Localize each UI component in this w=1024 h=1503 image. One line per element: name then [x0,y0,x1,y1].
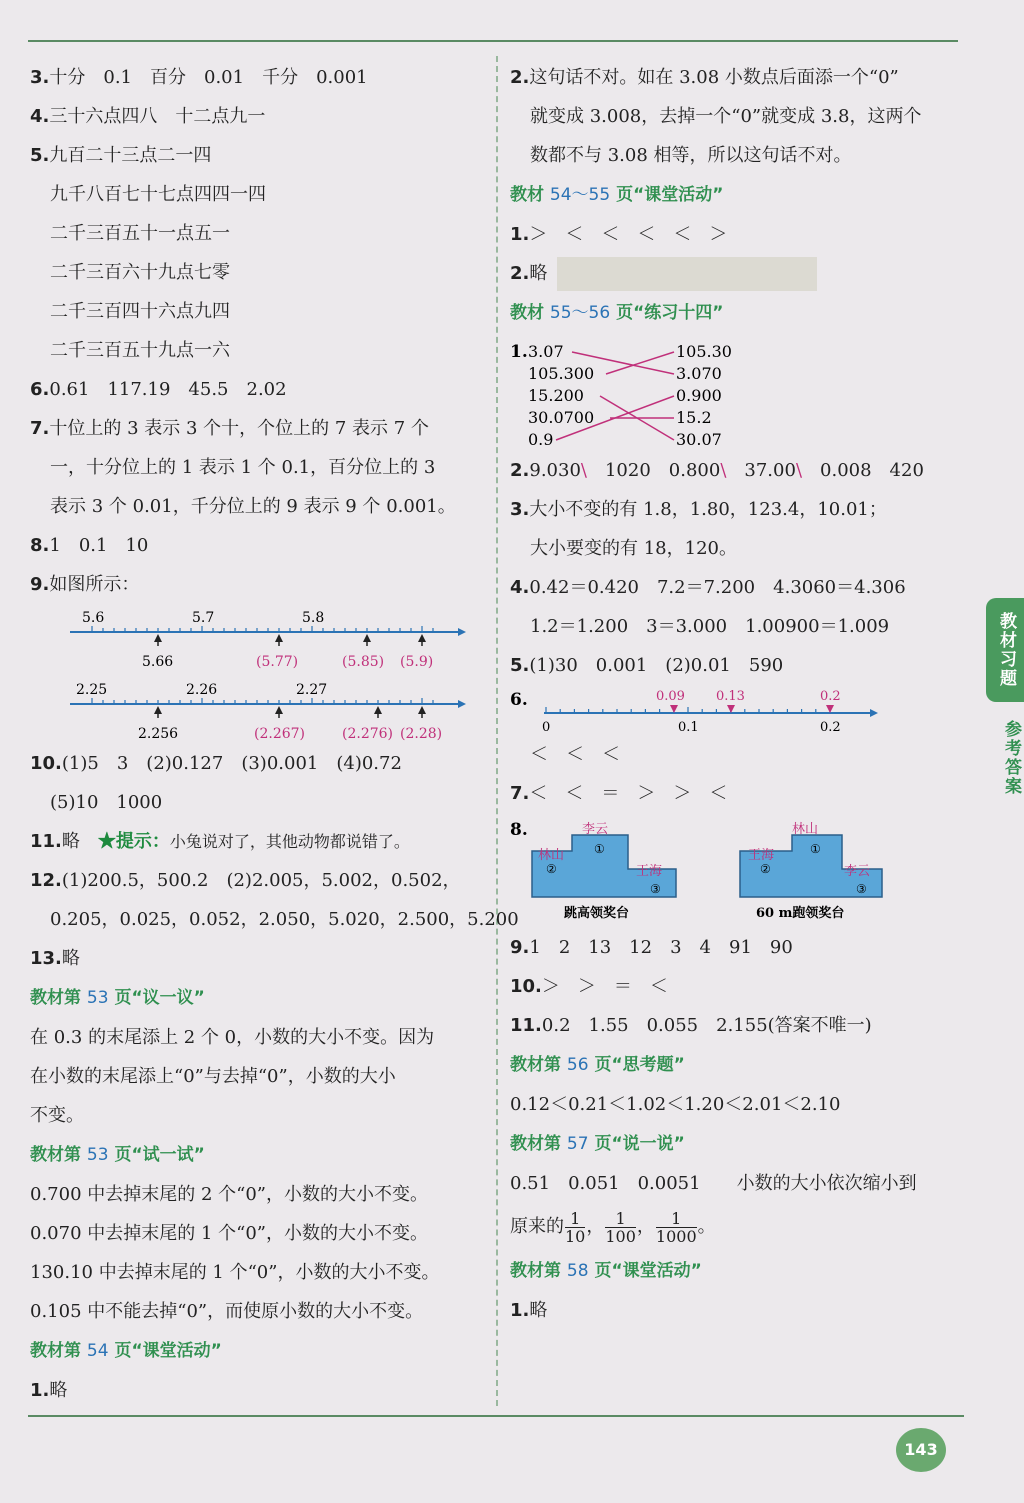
answer-54-1: 1.略 [30,1380,68,1401]
number-line-2 [70,682,466,742]
exercise-4-line: 1.2＝1.200 3＝3.000 1.00900＝1.009 [530,616,890,637]
podium-caption: 60 m跑领奖台 [756,906,845,921]
section-heading: 教材第 56 页“思考题” [510,1055,685,1075]
answer-6: 6.0.61 117.19 45.5 2.02 [30,379,287,400]
answer-11: 11.略 ★提示：小兔说对了，其他动物都说错了。 [30,831,410,852]
section-heading: 教材第 53 页“试一试” [30,1145,205,1165]
answer-5-line: 二千三百四十六点九四 [50,301,230,322]
tick-label: 2.26 [186,682,218,698]
podium-name: 李云 [582,822,609,837]
section-heading: 教材第 53 页“议一议” [30,988,205,1008]
bottom-rule [28,1415,964,1417]
mark-label: (2.28) [400,726,443,742]
right-value: 30.07 [676,430,722,449]
mark-label: 5.66 [142,654,174,670]
mark-label: 0.13 [716,689,745,704]
section-heading: 教材 54～55 页“课堂活动” [510,185,724,205]
matching-figure [510,333,810,451]
paragraph-line: 0.700 中去掉末尾的 2 个“0”，小数的大小不变。 [30,1184,429,1205]
redaction-box [557,257,817,291]
paragraph-line: 不变。 [30,1105,84,1126]
answer-10: 10.(1)5 3 (2)0.127 (3)0.001 (4)0.72 [30,753,402,774]
tick-label: 5.7 [192,610,215,626]
place-mark: ③ [650,882,661,896]
exercise-4: 4.0.42＝0.420 7.2＝7.200 4.3060＝4.306 [510,577,906,598]
podium-name: 李云 [844,864,871,879]
number-line-figure [30,604,470,744]
tip-text: 小兔说对了，其他动物都说错了。 [169,832,410,851]
paragraph-line: 0.105 中不能去掉“0”，而使原小数的大小不变。 [30,1301,424,1322]
mark-label: (2.276) [342,726,394,742]
say-answer-fractions: 原来的 $\frac{1}{10}$ ， $\frac{1}{100}$ ， $\frac{1}{1000}$ 。 [510,1208,716,1246]
place-mark: ① [810,842,821,856]
exercise-5: 5.(1)30 0.001 (2)0.01 590 [510,655,784,676]
answer-4: 4.三十六点四八 十二点九一 [30,106,266,127]
answer-7: 7.十位上的 3 表示 3 个十，个位上的 7 表示 7 个 [30,418,429,439]
top-rule [28,40,958,42]
answer-9: 9.如图所示： [30,574,140,595]
exercise-number: 8. [510,820,528,840]
place-mark: ③ [856,882,867,896]
right-value: 0.900 [676,386,722,405]
mark-label: 2.256 [138,726,179,742]
podium-figure [510,813,930,928]
podium-caption: 跳高领奖台 [564,906,630,921]
tick-label: 0.1 [678,720,699,735]
place-mark: ① [594,842,605,856]
exercise-6-compare: ＜ ＜ ＜ [530,744,620,765]
left-value: 0.9 [528,430,554,449]
left-value: 105.300 [528,364,595,383]
mark-label: (5.85) [342,654,385,670]
place-mark: ② [760,862,771,876]
section-heading: 教材第 54 页“课堂活动” [30,1341,222,1361]
side-tab-answers: 参考答案 [1001,720,1021,796]
section-heading: 教材 55～56 页“练习十四” [510,303,724,323]
podium-high-jump [532,821,676,921]
paragraph-line: 130.10 中去掉末尾的 1 个“0”，小数的大小不变。 [30,1262,440,1283]
column-divider [496,56,498,1406]
answer-8: 8.1 0.1 10 [30,535,149,556]
left-value: 30.0700 [528,408,595,427]
mark-label: 0.09 [656,689,685,704]
exercise-3-line: 大小要变的有 18，120。 [530,538,737,559]
tick-label: 5.6 [82,610,105,626]
left-column [30,58,519,1410]
answer-12: 12.(1)200.5，500.2 (2)2.005，5.002，0.502， [30,870,461,891]
paragraph-line: 0.070 中去掉末尾的 1 个“0”，小数的大小不变。 [30,1223,429,1244]
answer-2-line: 就变成 3.008，去掉一个“0”就变成 3.8，这两个 [530,106,922,127]
number-lines-9 [30,604,490,744]
answer-2-line: 数都不与 3.08 相等，所以这句话不对。 [530,145,852,166]
answer-5-line: 二千三百六十九点七零 [50,262,230,283]
exercise-10: 10.＞ ＞ ＝ ＜ [510,976,668,997]
podium-name: 林山 [792,822,819,837]
left-value: 3.07 [528,342,564,361]
answer-12-line: 0.205，0.025，0.052，2.050，5.020，2.500，5.200 [50,909,519,930]
right-value: 3.070 [676,364,722,383]
thinking-answer: 0.12＜0.21＜1.02＜1.20＜2.01＜2.10 [510,1094,841,1115]
exercise-11: 11.0.2 1.55 0.055 2.155(答案不唯一) [510,1015,872,1036]
answer-5-line: 九千八百七十七点四四一四 [50,184,266,205]
paragraph-line: 在小数的末尾添上“0”与去掉“0”，小数的大小 [30,1066,396,1087]
exercise-9: 9.1 2 13 12 3 4 91 90 [510,937,793,958]
mark-label: (5.77) [256,654,299,670]
podium-60m-run [740,821,882,921]
matching-exercise [510,333,980,451]
podium-name: 林山 [538,848,565,863]
section-heading: 教材第 57 页“说一说” [510,1134,685,1154]
tick-label: 0 [542,720,551,735]
exercise-number: 1. [510,342,528,362]
fraction: $\frac{1}{1000}$ [655,1208,697,1246]
answer-5: 5.九百二十三点二一四 [30,145,212,166]
answer-7-line: 表示 3 个 0.01，千分位上的 9 表示 9 个 0.001。 [50,496,456,517]
mark-label: (2.267) [254,726,306,742]
answer-58-1: 1.略 [510,1300,548,1321]
answer-10-line: (5)10 1000 [50,792,163,813]
right-value: 105.30 [676,342,732,361]
say-answer: 0.51 0.051 0.0051 小数的大小依次缩小到 [510,1173,917,1194]
podium-name: 王海 [636,864,663,879]
exercise-7: 7.＜ ＜ ＝ ＞ ＞ ＜ [510,783,728,804]
fraction: $\frac{1}{10}$ [565,1208,586,1246]
place-mark: ② [546,862,557,876]
podium-name: 王海 [748,848,775,863]
answer-2: 2.这句话不对。如在 3.08 小数点后面添一个“0” [510,67,899,88]
exercise-6 [510,685,980,735]
answer-3: 3.十分 0.1 百分 0.01 千分 0.001 [30,67,368,88]
tip-label: ★提示： [97,831,170,852]
side-tab-exercises: 教材习题 [986,598,1024,702]
right-value: 15.2 [676,408,712,427]
exercise-3: 3.大小不变的有 1.8，1.80，123.4，10.01； [510,499,887,520]
exercise-2: 2.9.030\ 1020 0.800\ 37.00\ 0.008 420 [510,460,924,481]
tick-label: 2.25 [76,682,108,698]
right-column [510,58,980,1330]
number-line-1 [70,610,466,670]
activity-2: 2.略 [510,254,980,293]
activity-1: 1.＞ ＜ ＜ ＜ ＜ ＞ [510,224,728,245]
section-heading: 教材第 58 页“课堂活动” [510,1261,702,1281]
tick-label: 2.27 [296,682,328,698]
answer-7-line: 一，十分位上的 1 表示 1 个 0.1，百分位上的 3 [50,457,436,478]
paragraph-line: 在 0.3 的末尾添上 2 个 0，小数的大小不变。因为 [30,1027,435,1048]
tick-label: 0.2 [820,720,841,735]
exercise-8 [510,813,980,928]
page-number: 143 [896,1428,946,1472]
fraction: $\frac{1}{100}$ [605,1208,636,1246]
mark-label: (5.9) [400,654,434,670]
answer-5-line: 二千三百五十九点一六 [50,340,230,361]
number-line-0-02 [510,685,910,735]
answer-13: 13.略 [30,948,80,969]
exercise-number: 6. [510,690,528,710]
tick-label: 5.8 [302,610,325,626]
answer-5-line: 二千三百五十一点五一 [50,223,230,244]
left-value: 15.200 [528,386,584,405]
mark-label: 0.2 [820,689,841,704]
